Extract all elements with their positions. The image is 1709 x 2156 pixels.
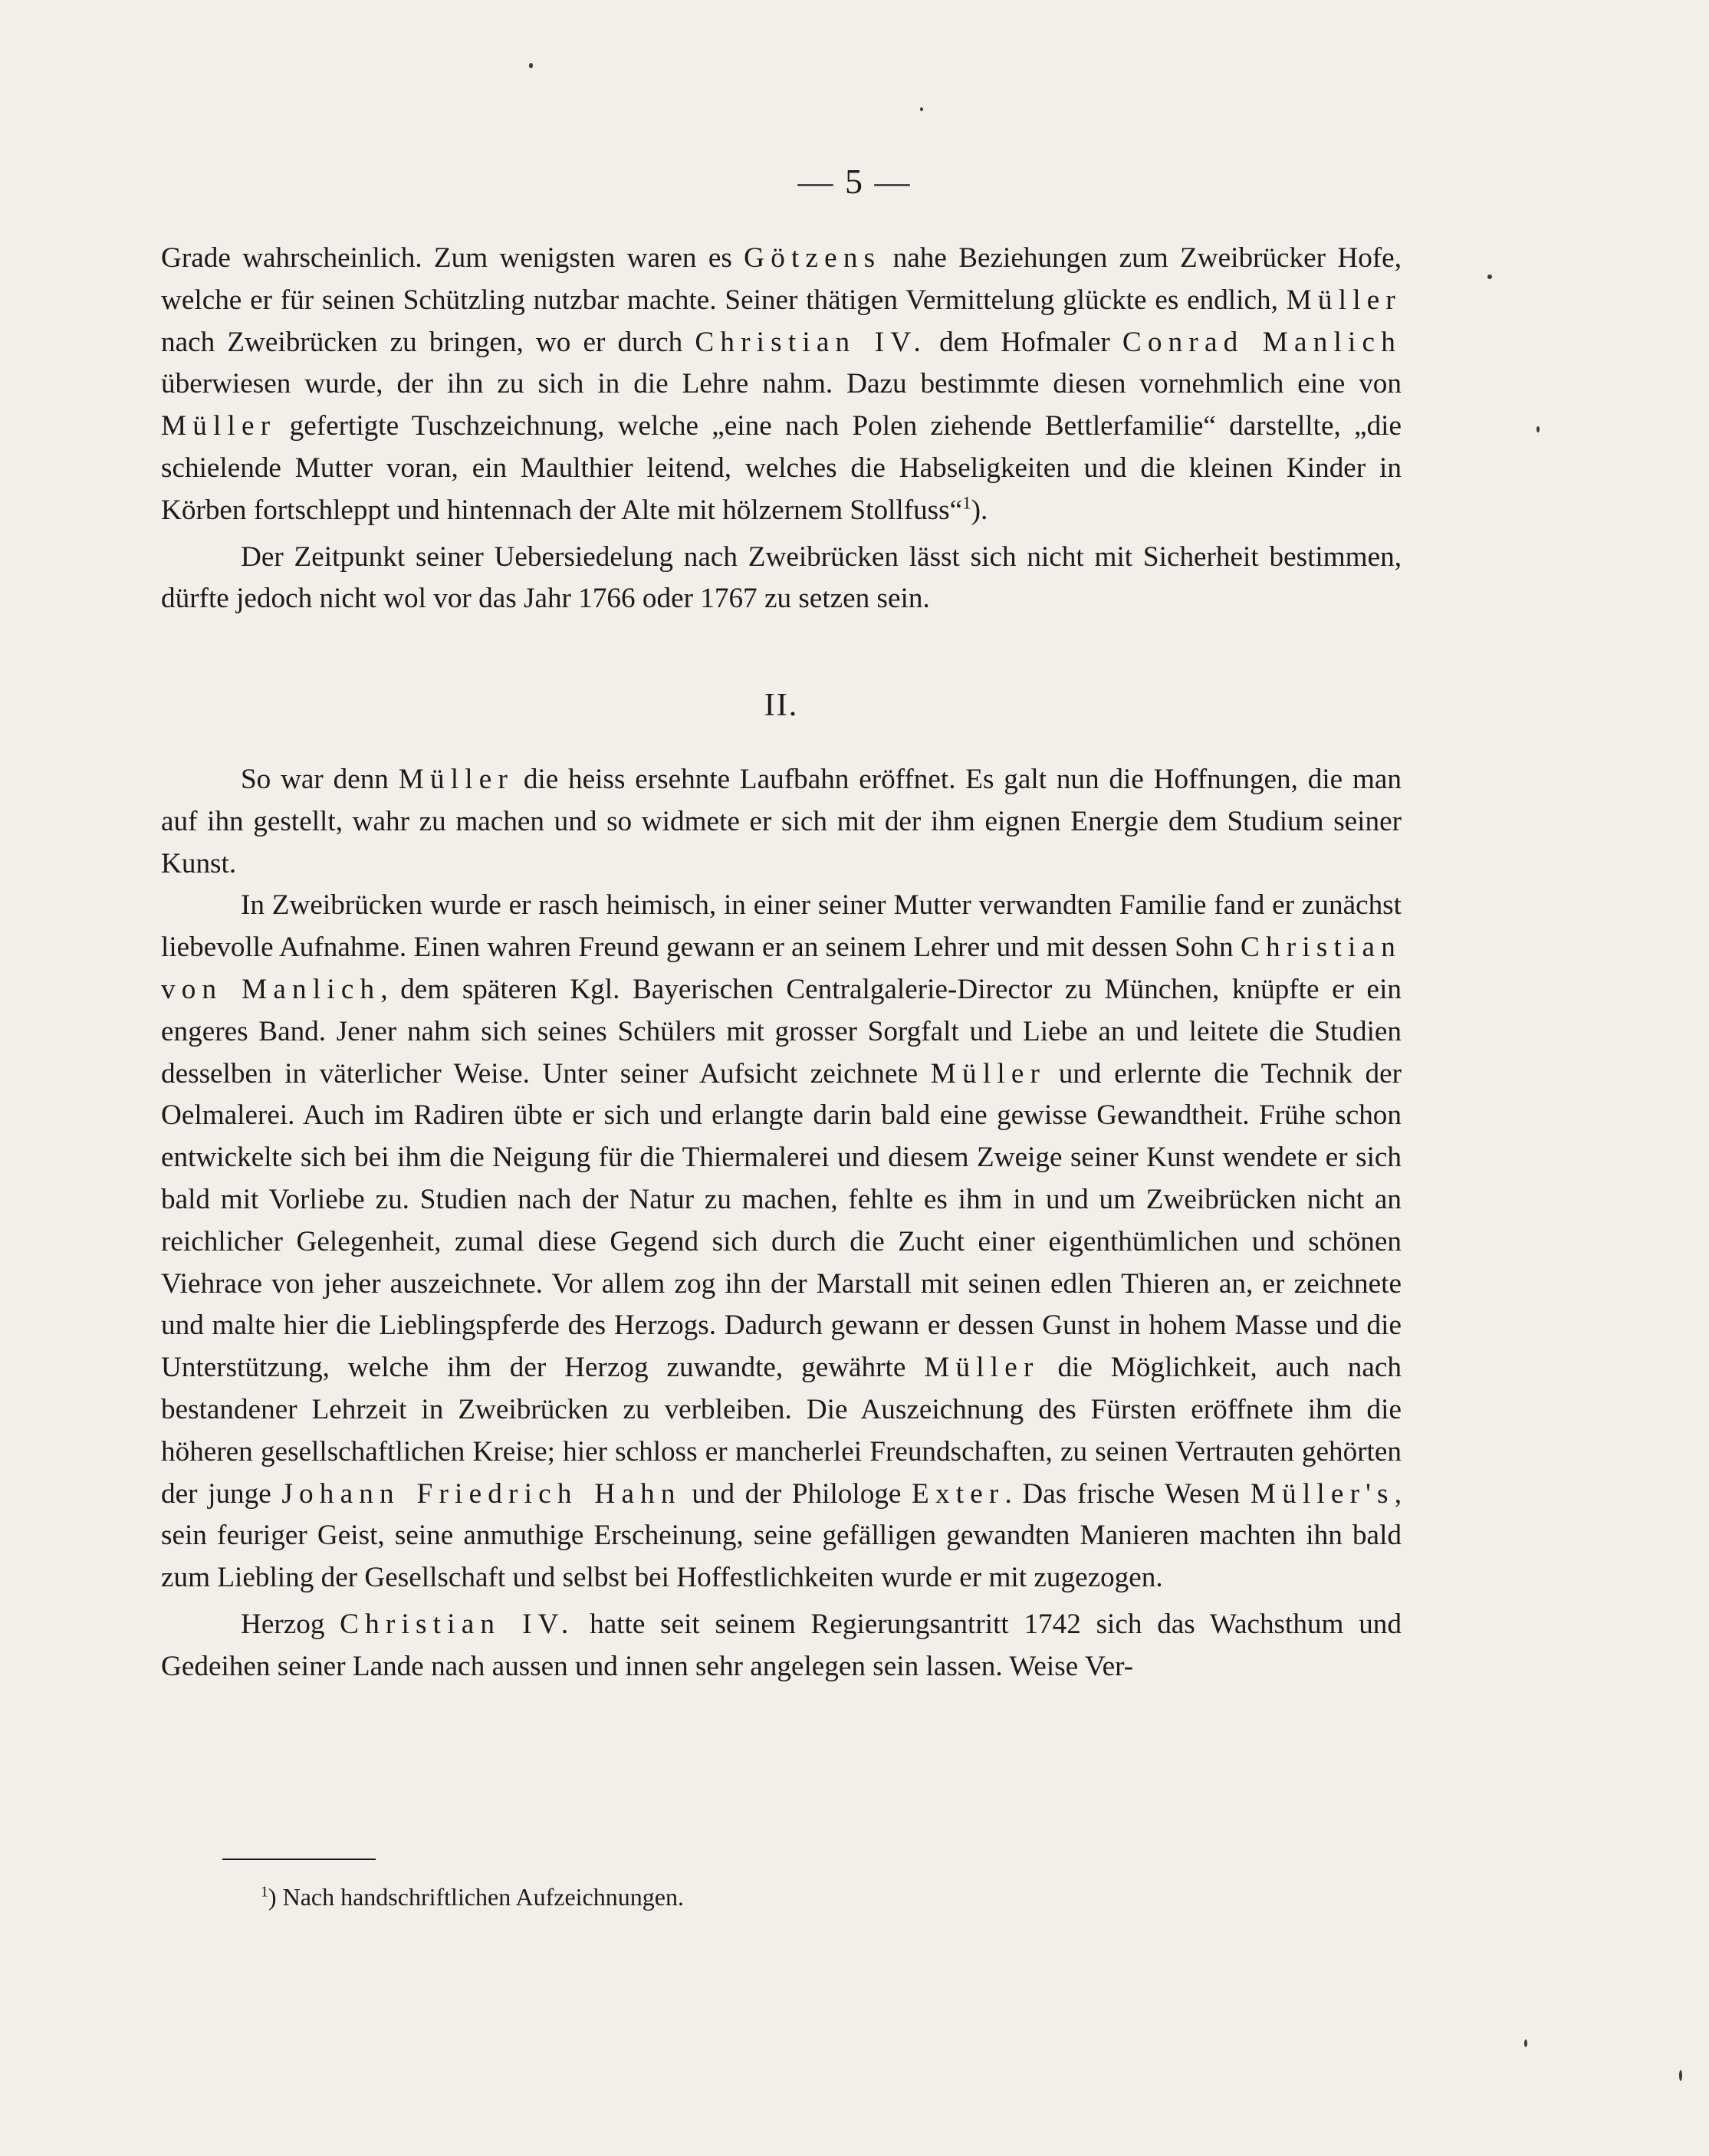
name-christian-iv: Christian IV. bbox=[340, 1608, 575, 1640]
name-johann-friedrich-hahn: Johann Friedrich Hahn bbox=[281, 1477, 682, 1510]
name-exter: Exter bbox=[912, 1477, 1005, 1510]
name-mueller: Müller bbox=[1286, 284, 1402, 316]
paragraph-4: In Zweibrücken wurde er rasch heimisch, in einer seiner Mutter verwandten Familie fand er zunächst liebevolle Aufnahme. Einen wahren Freund gewann er an seinem Lehrer und mit dessen Sohn Christian von Manlich, dem späteren Kgl. Bayerischen Centralgalerie-Director zu München, knüpfte er ein engeres Band. Jener nahm sich seines Schülers mit grosser Sorgfalt und Liebe an und leitete die Studien desselben in väterlicher Weise. Unter seiner Aufsicht zeichnete Müller und erlernte die Technik der Oelmalerei. Auch im Radiren übte er sich und erlangte darin bald eine gewisse Gewandtheit. Frühe schon entwickelte sich bei ihm die Neigung für die Thiermalerei und diesem Zweige seiner Kunst wendete er sich bald mit Vorliebe zu. Studien nach der Natur zu machen, fehlte es ihm in und um Zweibrücken nicht an reichlicher Gelegenheit, zumal diese Gegend sich durch die Zucht einer eigenthümlichen und schönen Viehrace von jeher auszeichnete. Vor allem zog ihn der Marstall mit seinen edlen Thieren an, er zeichnete und malte hier die Lieblingspferde des Herzogs. Dadurch gewann er dessen Gunst in hohem Masse und die Unterstützung, welche ihm der Herzog zuwandte, gewährte Müller die Möglichkeit, auch nach bestandener Lehrzeit in Zweibrücken zu verbleiben. Die Auszeichnung des Fürsten eröffnete ihm die höheren gesellschaftlichen Kreise; hier schloss er mancherlei Freundschaften, zu seinen Vertrauten gehörten der junge Johann Friedrich Hahn und der Philologe Exter. Das frische Wesen Müller's, sein feuriger Geist, seine anmuthige Erscheinung, seine gefälligen gewandten Manieren machten ihn bald zum Liebling der Gesellschaft und selbst bei Hoffestlichkeiten wurde er mit zugezogen. bbox=[161, 889, 1402, 1594]
scan-speck bbox=[1536, 426, 1540, 432]
body-text bbox=[161, 238, 1402, 1688]
footnote bbox=[261, 1880, 684, 1914]
scan-speck bbox=[529, 63, 533, 68]
section-heading: II. bbox=[764, 688, 799, 724]
paragraph-2: Der Zeitpunkt seiner Uebersiedelung nach Zweibrücken lässt sich nicht mit Sicherheit bestimmen, dürfte jedoch nicht wol vor das Jahr 1766 oder 1767 zu setzen sein. bbox=[161, 541, 1402, 615]
name-conrad-manlich: Conrad Manlich bbox=[1122, 326, 1402, 358]
footnote-text: ) Nach handschriftlichen Aufzeichnungen. bbox=[268, 1883, 684, 1911]
name-mueller: Müller bbox=[930, 1057, 1047, 1090]
scan-speck bbox=[1524, 2039, 1527, 2047]
footnote-marker: 1 bbox=[261, 1883, 268, 1901]
scan-speck bbox=[1487, 274, 1492, 279]
name-mueller: Müller bbox=[398, 763, 514, 795]
name-goetzens: Götzens bbox=[744, 242, 882, 274]
name-muellers: Müller's bbox=[1250, 1477, 1395, 1510]
footnote-reference: 1 bbox=[962, 492, 971, 513]
paragraph-5: Herzog Christian IV. hatte seit seinem Regierungsantritt 1742 sich das Wachsthum und Gedeihen seiner Lande nach aussen und innen sehr angelegen sein lassen. Weise Ver- bbox=[161, 1608, 1402, 1682]
footnote-divider bbox=[222, 1859, 376, 1860]
paragraph-1: Grade wahrscheinlich. Zum wenigsten waren es Götzens nahe Beziehungen zum Zweibrücker Hofe, welche er für seinen Schützling nutzbar machte. Seiner thätigen Vermittelung glückte es endlich, Müller nach Zweibrücken zu bringen, wo er durch Christian IV. dem Hofmaler Conrad Manlich überwiesen wurde, der ihn zu sich in die Lehre nahm. Dazu bestimmte diesen vornehmlich eine von Müller gefertigte Tuschzeichnung, welche „eine nach Polen ziehende Bettlerfamilie“ darstellte, „die schielende Mutter voran, ein Maulthier leitend, welches die Habseligkeiten und die kleinen Kinder in Körben fortschleppt und hintennach der Alte mit hölzernem Stollfuss“$^1$). bbox=[161, 242, 1402, 526]
scan-speck bbox=[1679, 2070, 1682, 2081]
scan-speck bbox=[920, 107, 923, 111]
paragraph-3: So war denn Müller die heiss ersehnte Laufbahn eröffnet. Es galt nun die Hoffnungen, die man auf ihn gestellt, wahr zu machen und so widmete er sich mit der ihm eignen Energie dem Studium seiner Kunst. bbox=[161, 763, 1402, 879]
name-mueller: Müller bbox=[161, 410, 277, 442]
name-mueller: Müller bbox=[924, 1352, 1040, 1384]
name-christian-von-manlich: Christian von Manlich bbox=[161, 932, 1402, 1005]
page-number: — 5 — bbox=[797, 162, 912, 201]
name-christian-iv: Christian IV. bbox=[695, 326, 927, 358]
